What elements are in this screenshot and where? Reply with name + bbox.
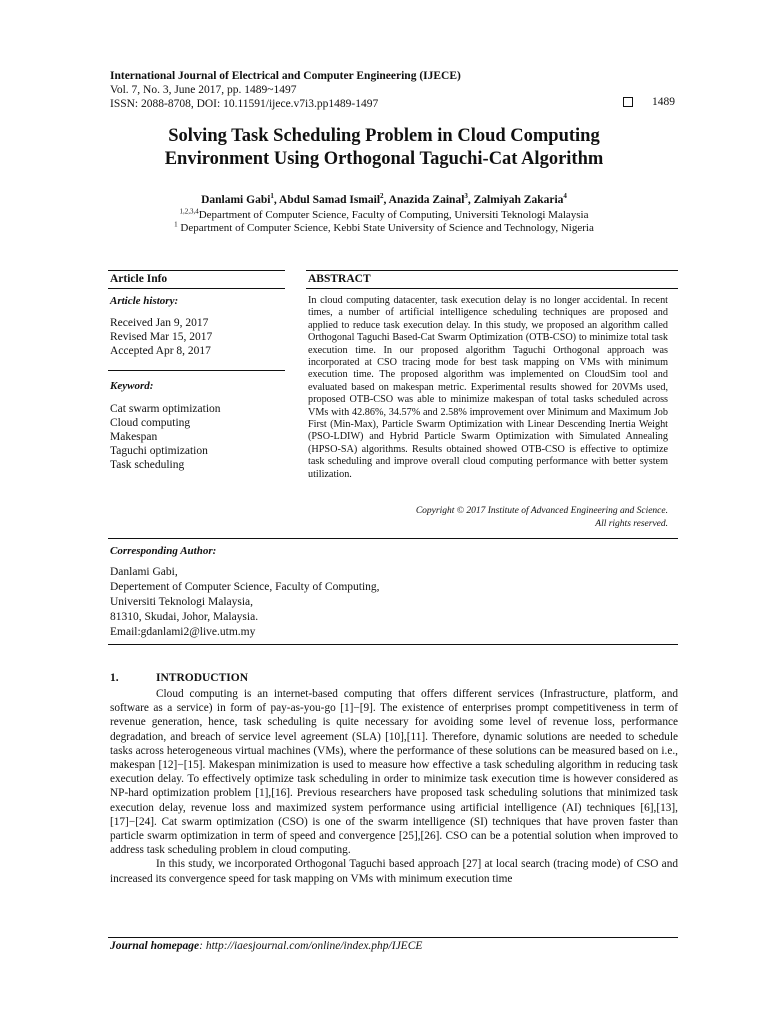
corresponding-author: [110, 565, 380, 640]
intro-paragraph-2: In this study, we incorporated Orthogonal Taguchi based approach [27] at local search (tracing mode) of CSO and increased its convergence speed for task mapping on VMs with minimum execution time: [110, 858, 678, 885]
journal-header: [110, 69, 461, 111]
footer-url[interactable]: http://iaesjournal.com/online/index.php/IJECE: [205, 940, 423, 952]
intro-paragraph-1: Cloud computing is an internet-based computing that offers different services (Infrastructure, platform, and software as a service) in form of pay-as-you-go [1]−[9]. The existence of enterprises prompt competitiveness in term of revenue generation, hence, task scheduling is quite necessary for avoiding some level of revenue loss, performance degradation, and breach of service level agreement (SLA) [10],[11]. Therefore, dynamic solutions are needed to schedule tasks across heterogeneous virtual machines (VMs), where the performance of these solutions can be measured based on i.e., makespan [12]−[15]. Makespan minimization is used to measure how effective a task scheduling algorithm in reducing task execution delay. To effectively optimize task scheduling in order to minimize task execution time is however considered as NP-hard optimization problem [1],[16]. Previous researchers have proposed task scheduling solutions that minimized task execution delay, revenue loss and maximized system performance using artificial intelligence (AI) techniques [6],[13],[17]−[24]. Cat swarm optimization (CSO) is one of the swarm intelligence (SI) techniques that have proven faster than particle swarm optimization in term of speed and convergence [25],[26]. CSO can be a potential solution when improved to address task scheduling problem in cloud computing.: [110, 688, 678, 857]
divider: [108, 288, 285, 289]
corr-email: Email:gdanlami2@live.utm.my: [110, 626, 256, 638]
corr-address: 81310, Skudai, Johor, Malaysia.: [110, 611, 259, 623]
affiliation-2: [80, 222, 688, 234]
divider: [306, 288, 678, 289]
author-name: Danlami Gabi: [201, 194, 271, 206]
divider: [306, 270, 678, 271]
affiliation-text: Department of Computer Science, Kebbi State University of Science and Technology, Nigeria: [180, 222, 594, 234]
journal-issn: ISSN: 2088-8708, DOI: 10.11591/ijece.v7i3.pp1489-1497: [110, 98, 379, 110]
corr-univ: Universiti Teknologi Malaysia,: [110, 596, 254, 608]
author-sup: 4: [563, 192, 567, 201]
affiliation-sup: 1,2,3,4: [179, 207, 199, 216]
affiliation-sup: 1: [174, 220, 178, 229]
footer: Journal homepage: http://iaesjournal.com/online/index.php/IJECE: [110, 940, 423, 952]
revised-date: Revised Mar 15, 2017: [110, 331, 213, 343]
keyword-item: Cat swarm optimization: [110, 403, 221, 415]
divider: [108, 370, 285, 371]
footer-label: Journal homepage: [110, 940, 200, 952]
intro-heading: [110, 672, 248, 684]
affiliation-1: [80, 209, 688, 221]
copyright-line-2: All rights reserved.: [595, 519, 668, 529]
accepted-date: Accepted Apr 8, 2017: [110, 345, 211, 357]
corresponding-label: Corresponding Author:: [110, 545, 217, 557]
article-info-heading: Article Info: [110, 273, 168, 285]
keyword-list: [110, 402, 221, 472]
divider: [108, 538, 678, 539]
author-list: Danlami Gabi$^1$, Abdul Samad Ismail$^2$, Anazida Zainal$^3$, Zalmiyah Zakaria$^4$: [201, 192, 567, 206]
corr-dept: Depertement of Computer Science, Faculty of Computing,: [110, 581, 380, 593]
title-line-1: Solving Task Scheduling Problem in Cloud Computing: [168, 126, 600, 146]
corr-name: Danlami Gabi,: [110, 566, 178, 578]
author-sup: 2: [380, 192, 384, 201]
page-box-icon: [623, 97, 633, 107]
copyright-line-1: Copyright © 2017 Institute of Advanced Engineering and Science.: [415, 506, 668, 516]
divider: [108, 270, 285, 271]
affiliation-text: Department of Computer Science, Faculty of Computing, Universiti Teknologi Malaysia: [198, 209, 589, 221]
copyright: [308, 505, 668, 531]
section-number: 1.: [110, 672, 119, 684]
journal-volume: Vol. 7, No. 3, June 2017, pp. 1489~1497: [110, 84, 297, 96]
journal-name: International Journal of Electrical and Computer Engineering (IJECE): [110, 70, 461, 82]
divider: [108, 644, 678, 645]
title-line-2: Environment Using Orthogonal Taguchi-Cat Algorithm: [164, 149, 604, 169]
keyword-item: Task scheduling: [110, 459, 185, 471]
author-sup: 3: [464, 192, 468, 201]
keyword-item: Cloud computing: [110, 417, 191, 429]
author-sup: 1: [270, 192, 274, 201]
keyword-item: Taguchi optimization: [110, 445, 208, 457]
page-number: 1489: [652, 96, 675, 108]
intro-body: [110, 687, 678, 886]
keyword-item: Makespan: [110, 431, 158, 443]
section-title: INTRODUCTION: [156, 672, 249, 684]
divider: [108, 937, 678, 938]
abstract-heading: ABSTRACT: [308, 273, 371, 285]
author-name: Zalmiyah Zakaria: [473, 194, 564, 206]
article-history: [110, 316, 212, 358]
paper-title: [80, 125, 688, 171]
abstract-text: In cloud computing datacenter, task execution delay is no longer accidental. In recent times, a number of artificial intelligence scheduling techniques are proposed and applied to reduce task execution delay. In this study, we proposed an algorithm called Orthogonal Taguchi Based-Cat Swarm Optimization (OTB-CSO) to minimize total task execution time. In our proposed algorithm Taguchi Orthogonal approach was incorporated at CSO tracing mode for best task mapping on VMs with minimum execution time. The proposed algorithm was implemented on CloudSim tool and evaluated based on makespan metric. Experimental results showed for 20VMs used, proposed OTB-CSO was able to minimize makespan of total tasks scheduled across VMs with 42.86%, 34.57% and 2.58% improvement over Minimum and Maximum Job First (Min-Max), Particle Swarm Optimization with Linear Descending Inertia Weight (PSO-LDIW) and Hybrid Particle Swarm Optimization with Simulated Annealing (HPSO-SA) algorithms. Results obtained showed OTB-CSO is effective to optimize task scheduling and improve overall cloud computing performance with better system utilization.: [308, 295, 668, 480]
keyword-label: Keyword:: [110, 380, 154, 392]
article-history-label: Article history:: [110, 295, 179, 307]
author-name: Abdul Samad Ismail: [279, 194, 381, 206]
author-name: Anazida Zainal: [388, 194, 465, 206]
received-date: Received Jan 9, 2017: [110, 317, 209, 329]
